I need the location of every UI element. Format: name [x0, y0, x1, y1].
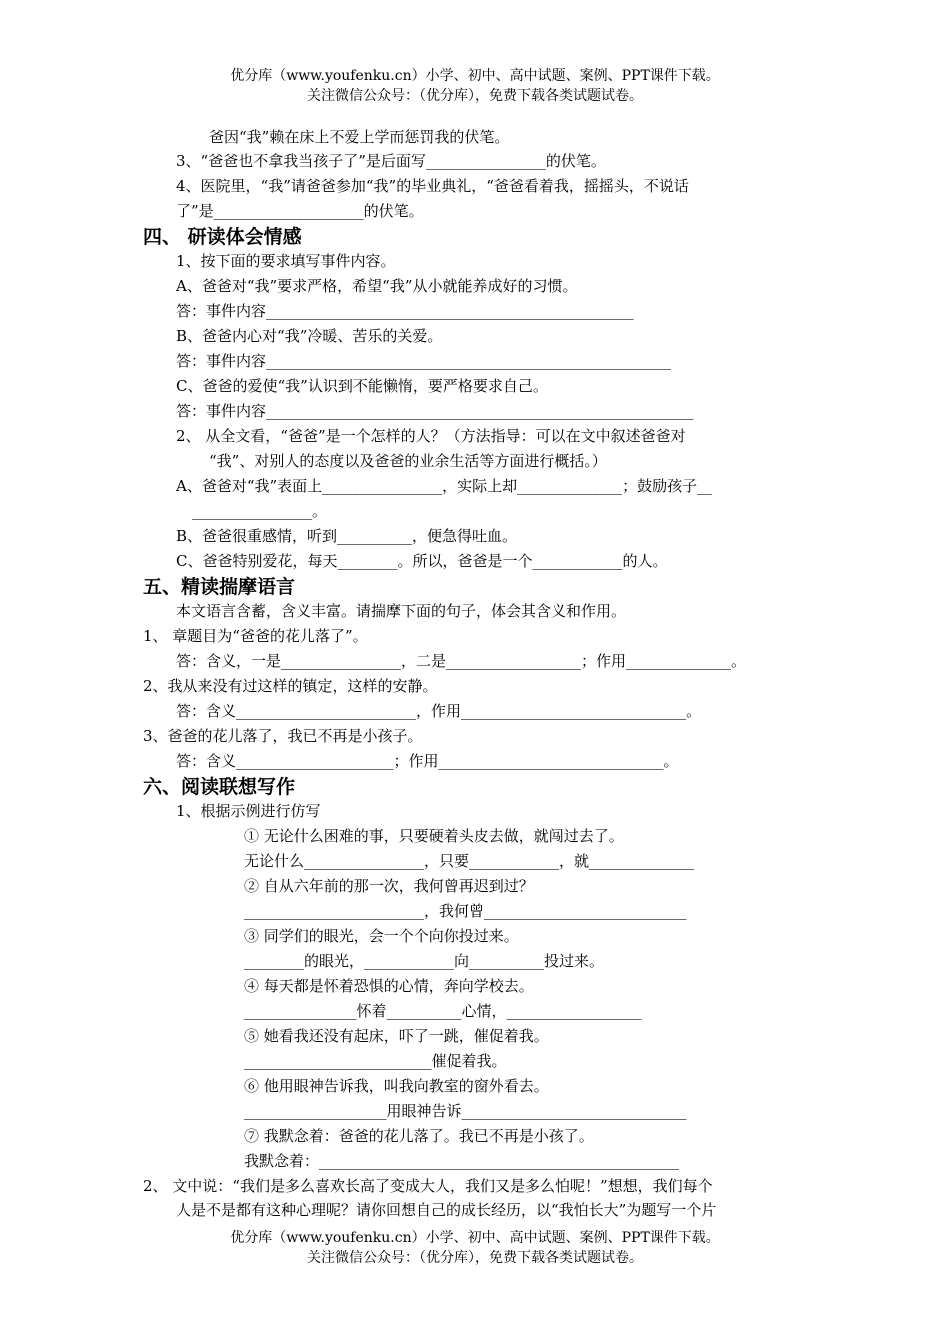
example-line: ② 自从六年前的那一次，我何曾再迟到过？ — [244, 877, 534, 895]
text-line: 了”是____________________的伏笔。 — [176, 202, 424, 220]
text-line: A、爸爸对“我”表面上________________，实际上却______________；鼓励孩子__ — [176, 477, 713, 495]
answer-line: 答：含义________________________，作用______________________________。 — [176, 702, 702, 720]
example-line: ④ 每天都是怀着恐惧的心情，奔向学校去。 — [244, 977, 534, 995]
answer-line: 我默念着：________________________________________________ — [244, 1152, 680, 1170]
footer-line-2: 关注微信公众号：（优分库），免费下载各类试题试卷。 — [307, 1250, 643, 1266]
text-line: 4、医院里，“我”请爸爸参加“我”的毕业典礼，“爸爸看着我，摇摇头，不说话 — [176, 177, 689, 195]
section-heading: 四、 研读体会情感 — [143, 226, 302, 248]
text-line: C、爸爸特别爱花，每天________。所以，爸爸是一个____________的人。 — [176, 552, 668, 570]
section-heading: 五、精读揣摩语言 — [143, 576, 296, 598]
answer-line: 答：含义_____________________；作用______________________________。 — [176, 752, 679, 770]
answer-line: 答：事件内容_________________________________________________ — [176, 302, 634, 320]
header-line-2: 关注微信公众号：（优分库），免费下载各类试题试卷。 — [307, 88, 643, 104]
answer-line: ________的眼光，____________向__________投过来。 — [244, 952, 605, 970]
text-line: C、爸爸的爱使“我”认识到不能懒惰，要严格要求自己。 — [176, 377, 548, 395]
answer-line: 答：事件内容______________________________________________________ — [176, 352, 672, 370]
text-line: B、爸爸内心对“我”冷暖、苦乐的关爱。 — [176, 327, 443, 345]
example-line: ① 无论什么困难的事，只要硬着头皮去做，就闯过去了。 — [244, 827, 624, 845]
answer-line: ________________________，我何曾___________________________ — [244, 902, 687, 920]
answer-line: 答：含义，一是________________，二是__________________；作用______________。 — [176, 652, 747, 670]
answer-line: ___________________用眼神告诉______________________________ — [244, 1102, 687, 1120]
text-line: A、爸爸对“我”要求严格，希望“我”从小就能养成好的习惯。 — [176, 277, 578, 295]
text-line: 2、 文中说：“我们是多么喜欢长高了变成大人，我们又是多么怕呢！”想想，我们每个 — [143, 1177, 713, 1195]
example-line: ⑥ 他用眼神告诉我，叫我向教室的窗外看去。 — [244, 1077, 549, 1095]
text-line: 2、 从全文看，“爸爸”是一个怎样的人？（方法指导：可以在文中叙述爸爸对 — [176, 427, 686, 445]
text-line: 3、“爸爸也不拿我当孩子了”是后面写________________的伏笔。 — [176, 152, 606, 170]
text-line: 2、我从来没有过这样的镇定，这样的安静。 — [143, 677, 438, 695]
text-line: 爸因“我”赖在床上不爱上学而惩罚我的伏笔。 — [209, 128, 510, 146]
text-line: 1、根据示例进行仿写 — [176, 802, 321, 820]
text-line: “我”、对别人的态度以及爸爸的业余生活等方面进行概括。） — [209, 452, 607, 470]
header-line-1: 优分库（www.youfenku.cn）小学、初中、高中试题、案例、PPT课件下载。 — [230, 68, 720, 84]
answer-line: 答：事件内容_________________________________________________________ — [176, 402, 694, 420]
section-heading: 六、阅读联想写作 — [143, 776, 296, 798]
example-line: ⑦ 我默念着：爸爸的花儿落了。我已不再是小孩了。 — [244, 1127, 594, 1145]
text-line: 3、爸爸的花儿落了，我已不再是小孩子。 — [143, 727, 423, 745]
text-line: 本文语言含蓄，含义丰富。请揣摩下面的句子，体会其含义和作用。 — [176, 602, 627, 620]
answer-line: _________________________催促着我。 — [244, 1052, 507, 1070]
text-line: B、爸爸很重感情，听到__________，便急得吐血。 — [176, 527, 518, 545]
answer-line: 无论什么________________，只要____________，就______________ — [244, 852, 695, 870]
text-line: 人是不是都有这种心理呢？请你回想自己的成长经历，以“我怕长大”为题写一个片 — [176, 1201, 717, 1219]
text-line: ________________。 — [192, 502, 328, 520]
text-line: 1、按下面的要求填写事件内容。 — [176, 252, 396, 270]
example-line: ⑤ 她看我还没有起床，吓了一跳，催促着我。 — [244, 1027, 549, 1045]
answer-line: _______________怀着__________心情，__________________ — [244, 1002, 642, 1020]
footer-line-1: 优分库（www.youfenku.cn）小学、初中、高中试题、案例、PPT课件下载。 — [230, 1230, 720, 1246]
example-line: ③ 同学们的眼光，会一个个向你投过来。 — [244, 927, 519, 945]
text-line: 1、 章题目为“爸爸的花儿落了”。 — [143, 627, 368, 645]
